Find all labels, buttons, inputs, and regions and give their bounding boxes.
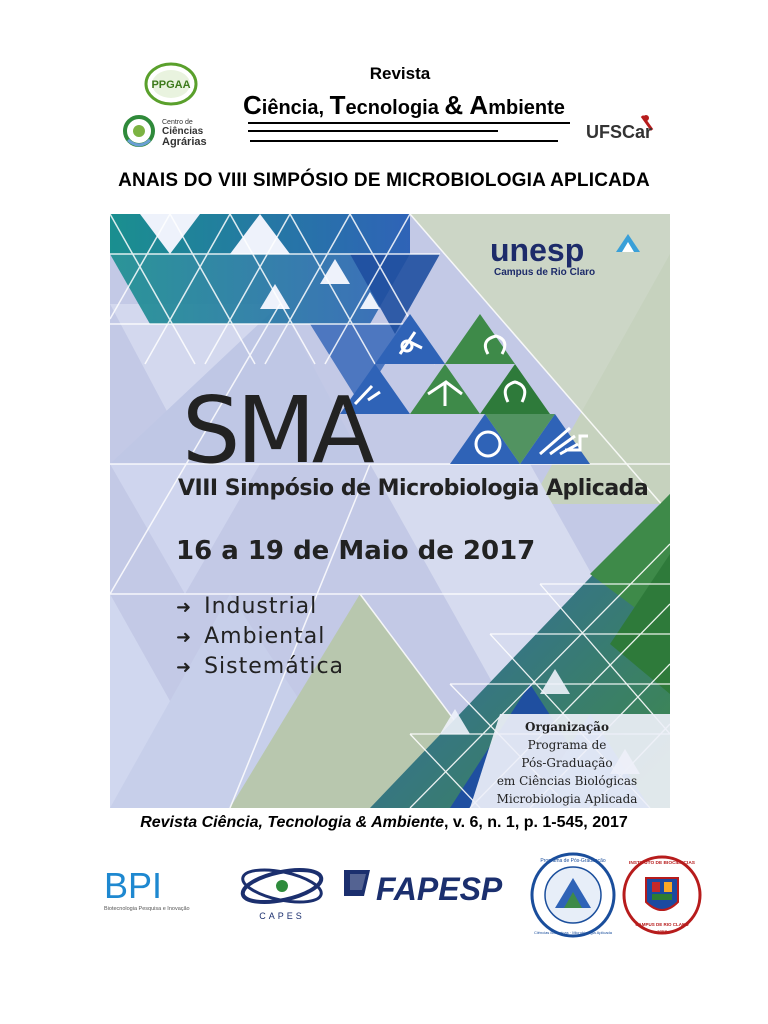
area-item-industrial <box>176 594 317 619</box>
ib-year: 1958 <box>656 929 668 934</box>
instituto-biociencias-logo <box>622 852 702 938</box>
unesp-mark-icon <box>616 234 640 254</box>
capes-logo <box>236 862 328 922</box>
area-label: Industrial <box>204 594 318 619</box>
event-subtitle: VIII Simpósio de Microbiologia Aplicada <box>178 476 649 501</box>
header-rule-1 <box>248 122 570 124</box>
event-poster <box>110 214 670 808</box>
unesp-logo: unesp <box>490 232 585 268</box>
header-rule-3 <box>250 140 558 142</box>
ib-ring-text-2: CAMPUS DE RIO CLARO <box>635 922 689 927</box>
journal-title-t: T <box>329 90 346 120</box>
event-date: 16 a 19 de Maio de 2017 <box>176 536 536 566</box>
journal-title-a: A <box>463 90 489 120</box>
journal-title-mbiente: mbiente <box>488 97 565 119</box>
area-item-ambiental <box>176 624 325 649</box>
ppg-microbiologia-logo <box>530 852 616 938</box>
journal-title-ecnologia: ecnologia <box>345 97 445 119</box>
fapesp-logo <box>340 866 516 908</box>
organization-line: Microbiologia Aplicada <box>496 792 638 806</box>
organization-line: Pós-Graduação <box>521 756 613 770</box>
ppg-ring-text: Programa de Pós-Graduação <box>540 858 606 864</box>
page-heading: ANAIS DO VIII SIMPÓSIO DE MICROBIOLOGIA APLICADA <box>118 170 650 191</box>
ppg-ring-text-2: Ciências Biológicas · Microbiologia Aplicada <box>533 930 613 935</box>
arrow-right-icon: ➜ <box>176 627 193 648</box>
cca-logo-text-1: Centro de <box>162 119 193 126</box>
area-item-sistematica <box>176 654 344 679</box>
arrow-right-icon: ➜ <box>176 657 193 678</box>
area-label: Sistemática <box>204 654 345 679</box>
poster-background <box>110 214 670 808</box>
organization-line: Programa de <box>527 738 607 752</box>
journal-title-iencia: iência, <box>261 97 330 119</box>
ufscar-logo-text: UFSCar <box>586 122 653 142</box>
fapesp-logo-text: FAPESP <box>376 871 503 907</box>
bpi-tagline: Biotecnologia Pesquisa e Inovação <box>104 906 190 912</box>
area-label: Ambiental <box>204 624 326 649</box>
journal-word: Revista <box>369 64 431 83</box>
arrow-right-icon: ➜ <box>176 597 193 618</box>
cca-logo <box>122 114 232 148</box>
ufscar-logo <box>582 112 664 146</box>
citation-details: , v. 6, n. 1, p. 1-545, 2017 <box>443 814 628 831</box>
ppgaa-logo-text: PPGAA <box>151 79 191 91</box>
event-acronym: SMA <box>182 377 371 484</box>
journal-title <box>243 90 573 121</box>
cca-logo-text-2: Ciências <box>162 126 204 137</box>
citation-line <box>0 814 768 832</box>
organization-line: em Ciências Biológicas <box>496 774 638 788</box>
citation-journal: Revista Ciência, Tecnologia & Ambiente <box>140 814 444 831</box>
ib-ring-text: INSTITUTO DE BIOCIÊNCIAS <box>628 861 696 866</box>
unesp-campus: Campus de Rio Claro <box>494 267 596 278</box>
bpi-logo-text: BPI <box>104 868 163 906</box>
journal-title-amp: & <box>444 90 464 120</box>
ppgaa-logo <box>144 62 198 106</box>
organization-heading: Organização <box>525 720 609 734</box>
cca-logo-text-3: Agrárias <box>162 136 207 148</box>
journal-title-c: C <box>243 90 262 120</box>
header-rule-2 <box>248 130 498 132</box>
capes-logo-text: CAPES <box>259 911 305 921</box>
bpi-logo <box>104 868 224 914</box>
